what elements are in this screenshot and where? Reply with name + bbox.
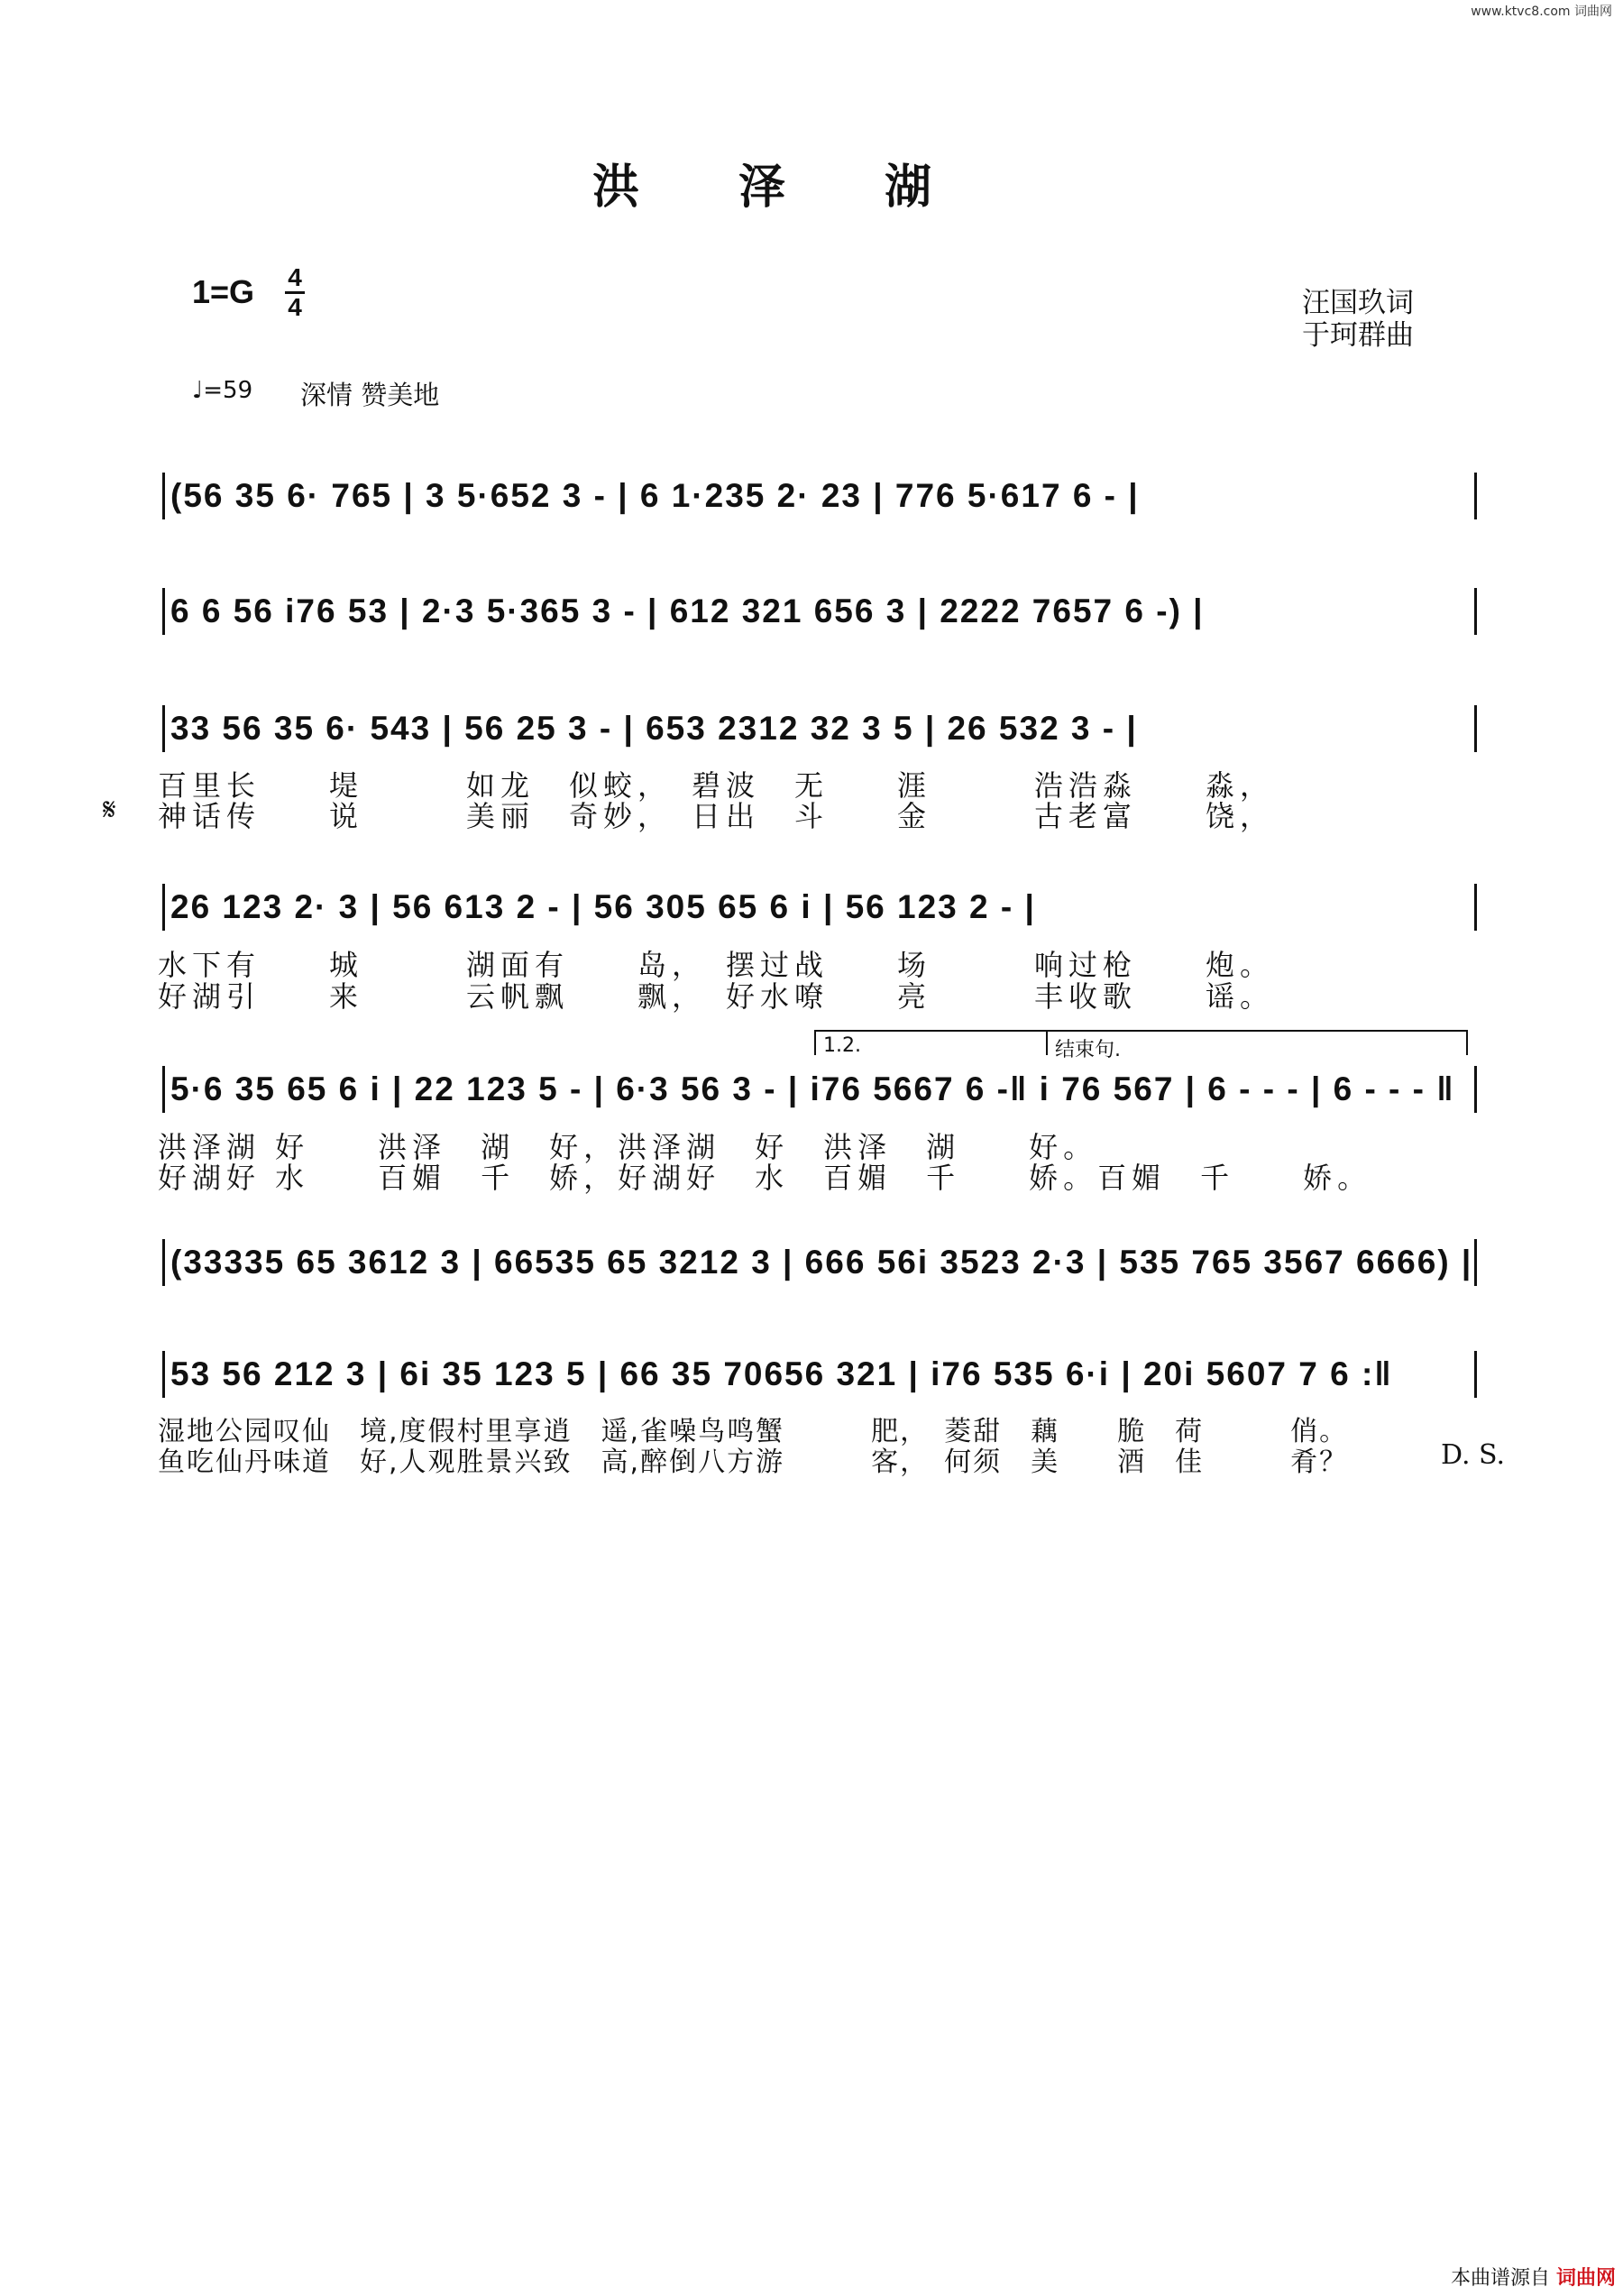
notation-row-5: 5·6 35 65 6 i | 22 123 5 - | 6·3 56 3 - | i76 5667 6 -‖ i 76 567 | 6 - - - | 6 - - - ‖ bbox=[162, 1066, 1477, 1113]
notation-row-3: 33 56 35 6· 543 | 56 25 3 - | 653 2312 32 3 5 | 26 532 3 - | bbox=[162, 705, 1477, 752]
time-signature bbox=[285, 264, 305, 321]
footer-source bbox=[1451, 2263, 1616, 2291]
key-signature: 1=G bbox=[192, 273, 255, 310]
lyric-line-2: 神话传 说 美丽 奇妙， 日出 斗 金 古老富 饶， bbox=[158, 799, 1275, 833]
lyric-line-6: 好湖好 水 百媚 千 娇，好湖好 水 百媚 千 娇。百媚 千 娇。 bbox=[158, 1161, 1372, 1195]
tempo-marking: ♩=59 bbox=[192, 377, 253, 404]
lyric-line-7: 湿地公园叹仙 境,度假村里享逍 遥,雀噪鸟鸣蟹 肥， 菱甜 藕 脆 荷 俏。 bbox=[158, 1416, 1349, 1447]
dal-segno-marking: D. S. bbox=[1441, 1439, 1506, 1471]
segno-icon: 𝄋 bbox=[103, 792, 116, 828]
lyric-line-5: 洪泽湖 好 洪泽 湖 好，洪泽湖 好 洪泽 湖 好。 bbox=[158, 1130, 1098, 1164]
lyric-line-8: 鱼吃仙丹味道 好,人观胜景兴致 高,醉倒八方游 客， 何须 美 酒 佳 肴？ bbox=[158, 1446, 1349, 1478]
lyric-line-3: 水下有 城 湖面有 岛， 摆过战 场 响过枪 炮。 bbox=[158, 948, 1275, 982]
lyricist: 汪国玖词 bbox=[1302, 287, 1414, 319]
footer-prefix: 本曲谱源自 bbox=[1450, 2267, 1550, 2290]
notation-row-1: (56 35 6· 765 | 3 5·652 3 - | 6 1·235 2· 23 | 776 5·617 6 - | bbox=[162, 473, 1477, 519]
song-title: 洪泽湖 bbox=[591, 161, 1031, 215]
expression-marking: 深情 赞美地 bbox=[300, 380, 440, 410]
footer-brand: 词曲网 bbox=[1555, 2267, 1616, 2290]
notation-row-7: 53 56 212 3 | 6i 35 123 5 | 66 35 70656 321 | i76 535 6·i | 20i 5607 7 6 :‖ bbox=[162, 1351, 1477, 1398]
volta-first-ending: 1.2. bbox=[814, 1030, 1051, 1055]
notation-row-6: (33335 65 3612 3 | 66535 65 3212 3 | 666 56i 3523 2·3 | 535 765 3567 6666) | bbox=[162, 1239, 1477, 1286]
watermark-top: www.ktvc8.com 词曲网 bbox=[1471, 5, 1612, 19]
meter-top: 4 bbox=[288, 263, 302, 291]
lyric-line-4: 好湖引 来 云帆飘 飘， 好水嘹 亮 丰收歌 谣。 bbox=[158, 979, 1275, 1014]
composer: 于珂群曲 bbox=[1302, 319, 1414, 352]
volta-final-ending: 结束句. bbox=[1046, 1030, 1468, 1055]
notation-row-4: 26 123 2· 3 | 56 613 2 - | 56 305 65 6 i | 56 123 2 - | bbox=[162, 884, 1477, 931]
lyric-line-1: 百里长 堤 如龙 似蛟， 碧波 无 涯 浩浩淼 淼， bbox=[158, 768, 1275, 803]
meter-bottom: 4 bbox=[288, 293, 302, 321]
notation-row-2: 6 6 56 i76 53 | 2·3 5·365 3 - | 612 321 656 3 | 2222 7657 6 -) | bbox=[162, 588, 1477, 635]
